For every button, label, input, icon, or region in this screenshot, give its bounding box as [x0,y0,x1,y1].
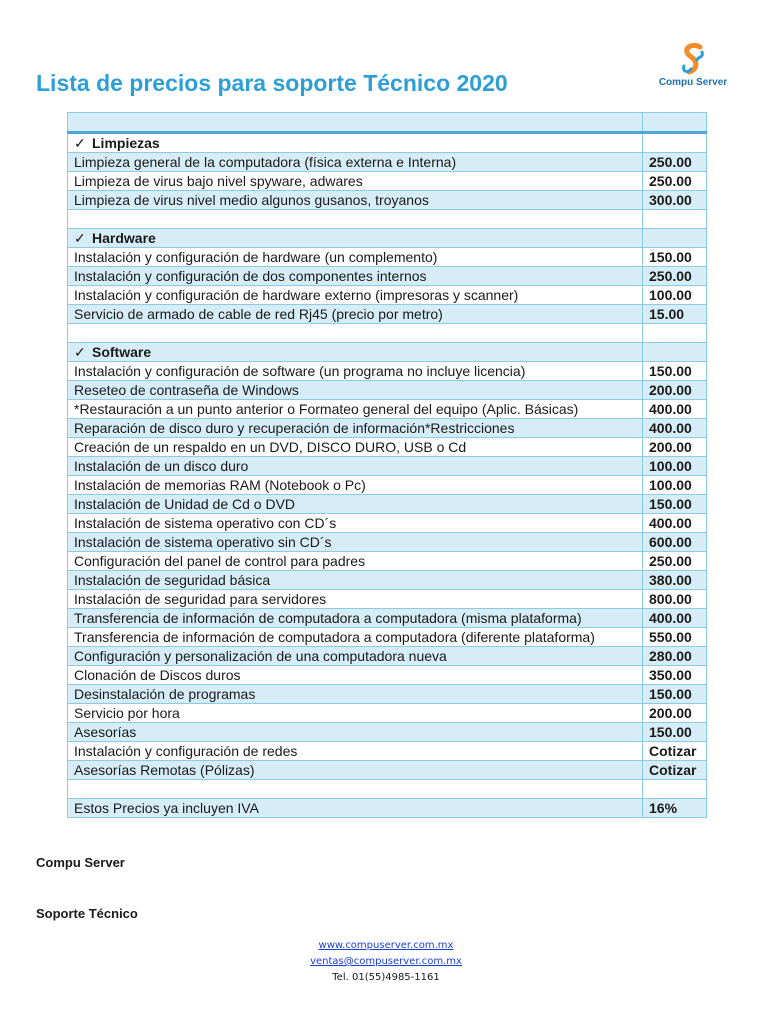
table-row [68,419,707,438]
table-row [68,267,707,286]
service-description: Instalación de seguridad para servidores [68,590,643,609]
service-description: Creación de un respaldo en un DVD, DISCO DURO, USB o Cd [68,438,643,457]
email-link[interactable]: ventas@compuserver.com.mx [310,956,462,967]
service-price: 550.00 [643,628,707,647]
service-description [68,780,643,799]
service-description: Instalación de sistema operativo con CD´s [68,514,643,533]
service-price [643,324,707,343]
service-price: 400.00 [643,400,707,419]
service-description: Desinstalación de programas [68,685,643,704]
table-row [68,286,707,305]
service-price: 150.00 [643,248,707,267]
service-price [643,343,707,362]
service-price: 200.00 [643,704,707,723]
service-description: Instalación y configuración de software (un programa no incluye licencia) [68,362,643,381]
table-row [68,742,707,761]
service-description: Transferencia de información de computadora a computadora (diferente plataforma) [68,628,643,647]
table-row [68,666,707,685]
service-description: Asesorías Remotas (Pólizas) [68,761,643,780]
service-price: Cotizar [643,761,707,780]
section-heading [68,343,643,362]
service-price: 800.00 [643,590,707,609]
table-row [68,191,707,210]
service-price: 150.00 [643,685,707,704]
table-row [68,647,707,666]
service-description: Clonación de Discos duros [68,666,643,685]
service-price: 15.00 [643,305,707,324]
checkmark-icon: ✓ [74,344,86,360]
table-row [68,495,707,514]
table-row [68,799,707,818]
service-description: Limpieza de virus bajo nivel spyware, adwares [68,172,643,191]
table-row [68,628,707,647]
service-price: 16% [643,799,707,818]
website-link[interactable]: www.compuserver.com.mx [318,940,454,951]
service-price [643,113,707,133]
page-title: Lista de precios para soporte Técnico 2020 [36,70,508,96]
table-row [68,533,707,552]
service-price: 600.00 [643,533,707,552]
company-name: Compu Server [36,855,125,870]
table-row [68,457,707,476]
section-label: Hardware [92,230,156,246]
table-row [68,609,707,628]
service-description: Instalación y configuración de hardware externo (impresoras y scanner) [68,286,643,305]
service-description: Servicio por hora [68,704,643,723]
service-price: 100.00 [643,457,707,476]
service-description: Instalación y configuración de hardware (un complemento) [68,248,643,267]
service-price: 250.00 [643,172,707,191]
service-description: Transferencia de información de computadora a computadora (misma plataforma) [68,609,643,628]
service-description [68,113,643,133]
service-price: 250.00 [643,153,707,172]
service-description: Servicio de armado de cable de red Rj45 (precio por metro) [68,305,643,324]
service-description: Estos Precios ya incluyen IVA [68,799,643,818]
logo-swirl-icon [678,42,708,76]
service-description: Instalación de sistema operativo sin CD´s [68,533,643,552]
service-description: Configuración del panel de control para padres [68,552,643,571]
table-row [68,400,707,419]
section-label: Software [92,344,152,360]
service-description: Instalación de memorias RAM (Notebook o Pc) [68,476,643,495]
service-description: *Restauración a un punto anterior o Formateo general del equipo (Aplic. Básicas) [68,400,643,419]
service-description: Instalación de Unidad de Cd o DVD [68,495,643,514]
table-row [68,590,707,609]
service-price: 250.00 [643,552,707,571]
service-price: 350.00 [643,666,707,685]
section-label: Limpiezas [92,135,160,151]
table-row [68,761,707,780]
service-price: 300.00 [643,191,707,210]
table-row [68,362,707,381]
section-row [68,343,707,362]
phone-number: Tel. 01(55)4985-1161 [332,972,440,983]
table-row [68,552,707,571]
service-price: Cotizar [643,742,707,761]
service-description: Limpieza general de la computadora (física externa e Interna) [68,153,643,172]
service-price: 200.00 [643,381,707,400]
table-row [68,723,707,742]
spacer-row [68,113,707,133]
service-price [643,210,707,229]
checkmark-icon: ✓ [74,230,86,246]
service-price: 380.00 [643,571,707,590]
table-row [68,685,707,704]
table-row [68,514,707,533]
service-description: Instalación y configuración de dos componentes internos [68,267,643,286]
table-row [68,153,707,172]
table-row [68,476,707,495]
table-row [68,438,707,457]
service-price: 150.00 [643,495,707,514]
table-row [68,172,707,191]
price-table [67,112,707,818]
service-price: 400.00 [643,419,707,438]
section-row [68,229,707,248]
service-description: Instalación y configuración de redes [68,742,643,761]
section-heading [68,229,643,248]
department-name: Soporte Técnico [36,906,138,921]
service-description: Instalación de un disco duro [68,457,643,476]
table-row [68,248,707,267]
table-row [68,305,707,324]
section-heading [68,133,643,153]
service-price: 100.00 [643,286,707,305]
company-logo [658,42,728,92]
checkmark-icon: ✓ [74,135,86,151]
service-description: Asesorías [68,723,643,742]
service-price: 200.00 [643,438,707,457]
spacer-row [68,210,707,229]
service-description: Limpieza de virus nivel medio algunos gusanos, troyanos [68,191,643,210]
service-description: Reparación de disco duro y recuperación de información*Restricciones [68,419,643,438]
service-price: 150.00 [643,362,707,381]
service-price: 150.00 [643,723,707,742]
spacer-row [68,780,707,799]
table-row [68,381,707,400]
spacer-row [68,324,707,343]
service-price: 400.00 [643,514,707,533]
service-price: 250.00 [643,267,707,286]
service-price [643,229,707,248]
service-price [643,780,707,799]
table-row [68,704,707,723]
service-description: Reseteo de contraseña de Windows [68,381,643,400]
service-price: 100.00 [643,476,707,495]
table-row [68,571,707,590]
contact-block [0,938,768,986]
service-price [643,133,707,153]
service-description [68,210,643,229]
service-description: Configuración y personalización de una computadora nueva [68,647,643,666]
service-description [68,324,643,343]
logo-text: Compu Server [658,77,728,88]
service-description: Instalación de seguridad básica [68,571,643,590]
section-row [68,133,707,153]
service-price: 400.00 [643,609,707,628]
service-price: 280.00 [643,647,707,666]
